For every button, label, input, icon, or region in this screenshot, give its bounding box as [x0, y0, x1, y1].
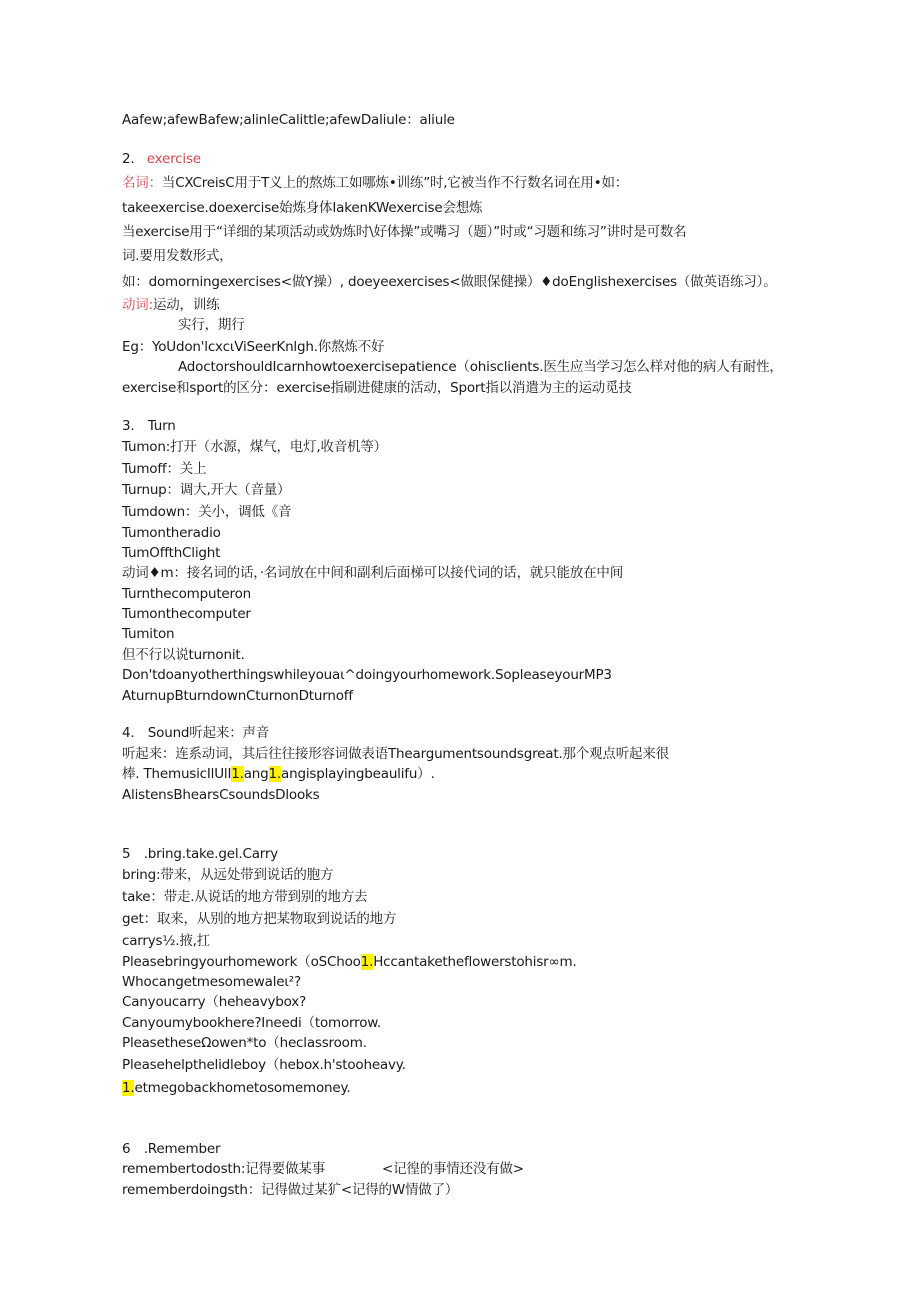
text-line: <记徨的事情还没有做>	[382, 1161, 524, 1177]
text-line: Don'tdoanyotherthingswhileyouaι^doingyourhomework.SopleaseyourMP3	[122, 667, 612, 683]
section-6-heading: 6 .Remember	[122, 1141, 221, 1157]
verb-line	[122, 296, 219, 314]
text-line: exercise和sport的区分：exercise指刷进健康的活动，Sport指以消遣为主的运动觅技	[122, 380, 632, 396]
text-line	[122, 1079, 350, 1097]
text-line: 如：domorningexercises<做Y操）, doeyeexercises<做眼保健操）♦doEnglishexercises（做英语练习）。	[122, 274, 777, 290]
text-line: carrys½.掖,扛	[122, 933, 211, 949]
section-number: 2.	[122, 151, 135, 167]
section-5-heading: 5 .bring.take.gel.Carry	[122, 846, 279, 862]
text-line: 词.要用发数形式，	[122, 248, 233, 264]
highlight: 1.	[360, 954, 374, 970]
highlight: 1.	[122, 1080, 135, 1096]
text-line: Tumiton	[122, 626, 175, 642]
text-line: Tumontheradio	[122, 525, 221, 541]
section-3-heading: 3. Turn	[122, 418, 176, 434]
text-line: takeexercise.doexercise始炼身体IakenKWexercise会想炼	[122, 200, 483, 216]
answer-options: AturnupBturndownCturnonDturnoff	[122, 688, 353, 704]
text-line: Tumdown：关小，调低《音	[122, 504, 292, 520]
text-line	[122, 765, 435, 783]
text-line: take：带走.从说话的地方带到别的地方去	[122, 889, 368, 905]
text-line: Tumonthecomputer	[122, 606, 251, 622]
text-line: Canyoucarry（heheavybox?	[122, 994, 307, 1010]
text-line: AdoctorshouldIcarnhowtoexercisepatience（ohisclients.医生应当学习怎么样对他的病人有耐性，	[178, 359, 783, 375]
text-line: Turnthecomputeron	[122, 586, 252, 602]
text-segment: Hccantaketheflowerstohisr∞m.	[373, 954, 577, 970]
text-line: 动词♦m：接名词的话，·名词放在中间和副利后面梯可以接代词的话，就只能放在中间	[122, 565, 623, 581]
verb-label: 动词:	[122, 297, 153, 313]
text-line: Turnup：调大,开大（音量）	[122, 482, 291, 498]
text-segment: etmegobackhometosomemoney.	[134, 1080, 351, 1096]
text-line: TumOffthClight	[122, 545, 221, 561]
text-line: get：取来，从别的地方把某物取到说话的地方	[122, 911, 397, 927]
text-line: 当exercise用于“详细的某项活动或妫炼时\好体操”或嘴习（题）”时或“习题和练习”讲时是可数名	[122, 224, 687, 240]
noun-label: 名词：	[122, 175, 162, 191]
text-line: 但不行以说turnonit.	[122, 647, 245, 663]
text-line: remembertodosth:记得要做某事	[122, 1161, 326, 1177]
text-line: PleasetheseΩowen*to（heclassroom.	[122, 1035, 367, 1051]
text-line: Canyoumybookhere?Ineedi（tomorrow.	[122, 1015, 381, 1031]
text-line: Tumon:打开（水源，煤气，电灯,收音机等）	[122, 439, 387, 455]
noun-text: 当CXCreisC用于T义上的熬炼工如哪炼•训练”时,它被当作不行数名词在用•如：	[161, 175, 629, 191]
text-line	[122, 953, 577, 971]
text-line: 实行，期行	[178, 317, 245, 333]
section-4-heading: 4. Sound听起来：声音	[122, 725, 270, 741]
intro-line: Aafew;afewBafew;alinleCalittle;afewDaliule：aliule	[122, 112, 455, 128]
text-segment: angisplayingbeaulifu）.	[281, 766, 435, 782]
answer-options: AlistensBhearsCsoundsDlooks	[122, 787, 320, 803]
highlight: 1.	[268, 766, 282, 782]
text-line: Pleasehelpthelidleboy（hebox.h'stooheavy.	[122, 1057, 406, 1073]
text-segment: Pleasebringyourhomework（oSChoo	[122, 954, 361, 970]
example-line: Eg：YoUdon'lcxcιViSeerKnlgh.你熬炼不好	[122, 339, 385, 355]
text-line: Whocangetmesomewaleι²?	[122, 974, 301, 990]
highlight: 1.	[231, 766, 244, 782]
section-2-heading	[122, 150, 201, 168]
text-segment: ang	[243, 766, 269, 782]
text-line: bring:带来，从远处带到说话的胞方	[122, 867, 334, 883]
section-title: exercise	[146, 151, 201, 167]
text-line: rememberdoingsth：记得做过某犷<记得的W情做了）	[122, 1182, 459, 1198]
text-segment: 棒. ThemusicIlUlI	[122, 766, 232, 782]
verb-text: 运动，训练	[152, 297, 220, 313]
text-line: 听起来：连系动词，其后往往接形容词做表语Theargumentsoundsgreat.那个观点听起来很	[122, 746, 669, 762]
noun-line	[122, 174, 628, 192]
text-line: Tumoff：关上	[122, 461, 207, 477]
